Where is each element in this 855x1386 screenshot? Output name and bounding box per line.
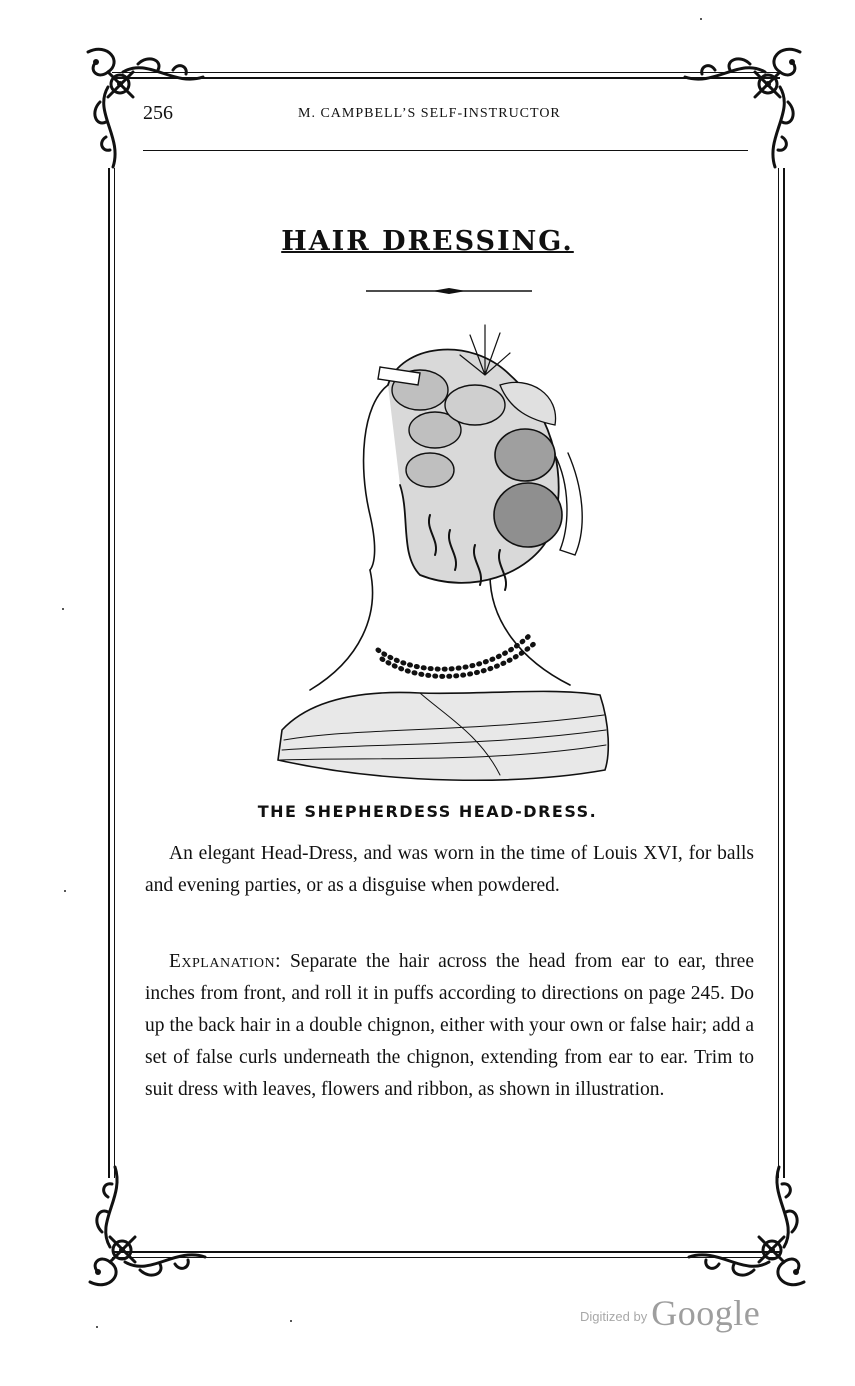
page-number: 256 [143, 102, 173, 124]
section-heading: HAIR DRESSING. [281, 226, 574, 257]
ink-speck [96, 1326, 98, 1328]
corner-ornament-bottom-left [80, 1162, 210, 1292]
ink-speck [700, 18, 702, 20]
border-bottom-rule [112, 1251, 780, 1258]
explanation-body: Separate the hair across the head from ear to ear, three inches from front, and roll it in puffs according to directions on page 245. Do up the back hair in a double chignon, either with your own or false hair; add a set of false curls underneath the chignon, extending from ear to ear. Trim to suit dress with leaves, flowers and ribbon, as shown in illustration. [145, 951, 754, 1100]
header-rule [143, 150, 748, 151]
running-title: M. CAMPBELL’S SELF-INSTRUCTOR [298, 106, 561, 121]
digitization-watermark [580, 1292, 760, 1332]
corner-ornament-bottom-right [684, 1162, 814, 1292]
watermark-brand: Google [651, 1293, 761, 1333]
watermark-prefix: Digitized by [580, 1309, 648, 1324]
border-left-rule [108, 168, 115, 1178]
running-head [143, 100, 748, 130]
paragraph-description: An elegant Head-Dress, and was worn in the time of Louis XVI, for balls and evening parties, or as a disguise when powdered. [145, 843, 754, 896]
illustration-caption: THE SHEPHERDESS HEAD-DRESS. [257, 802, 598, 821]
paragraph-explanation [145, 946, 754, 1106]
ink-speck [290, 1320, 292, 1322]
border-right-rule [778, 168, 785, 1178]
ink-speck [64, 890, 66, 892]
head-dress-illustration [270, 315, 615, 785]
ink-speck [62, 608, 64, 610]
explanation-lead: Explanation: [169, 951, 281, 972]
heading-divider-ornament [366, 286, 532, 296]
